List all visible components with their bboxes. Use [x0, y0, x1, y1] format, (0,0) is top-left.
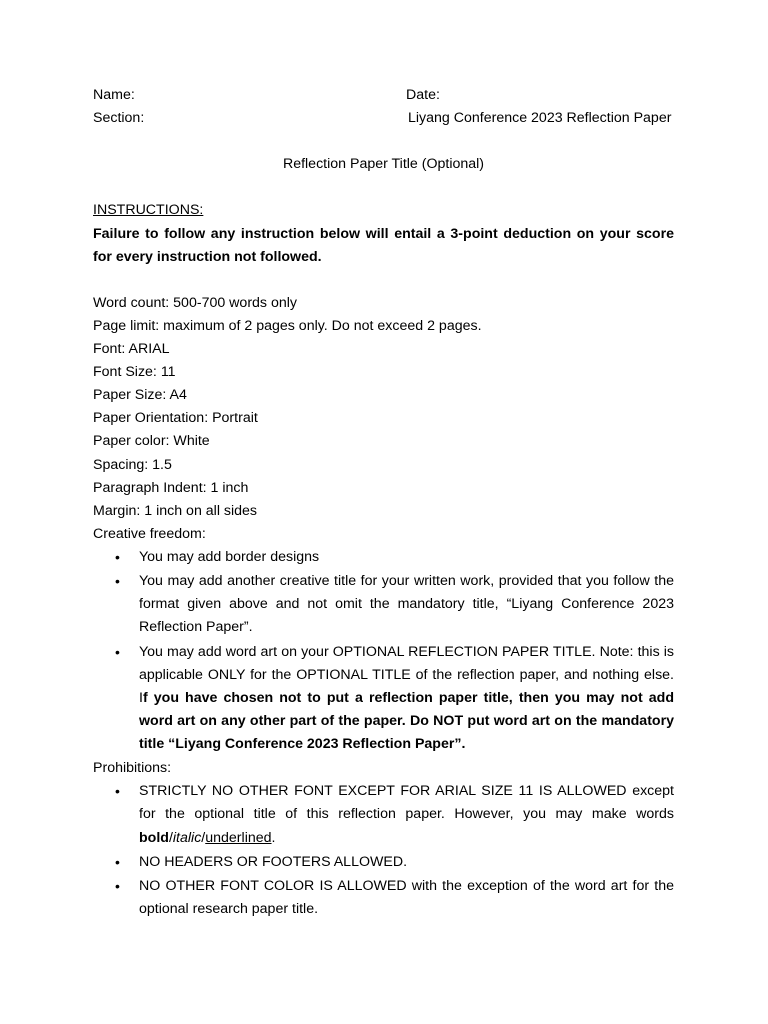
document-body [93, 84, 674, 923]
spec-paper-color: Paper color: White [93, 433, 210, 450]
creative-item-bold-text: f you have chosen not to put a reflection paper title, then you may not add word art on any other part of the paper. Do NOT put word art on the mandatory title “Liyang Conference 2023 Reflection Paper”. [139, 689, 674, 752]
list-item [93, 851, 674, 874]
spec-spacing: Spacing: 1.5 [93, 456, 172, 473]
optional-title: Reflection Paper Title (Optional) [282, 156, 485, 173]
prohibition-text: NO OTHER FONT COLOR IS ALLOWED with the exception of the word art for the optional research paper title. [139, 878, 674, 918]
bullet-icon: • [115, 853, 120, 870]
bullet-icon: • [115, 878, 120, 895]
separator: / [168, 829, 173, 846]
spec-indent: Paragraph Indent: 1 inch [93, 479, 249, 496]
name-label: Name: [93, 87, 135, 103]
spec-word-count: Word count: 500-700 words only [93, 294, 297, 311]
date-label: Date: [406, 87, 440, 103]
list-item [93, 641, 674, 756]
list-item [93, 570, 674, 639]
list-item [93, 780, 674, 849]
prohibition-text: NO HEADERS OR FOOTERS ALLOWED. [139, 853, 408, 870]
creative-item-text: You may add border designs [139, 548, 320, 565]
list-item [93, 546, 674, 569]
header-row-2 [93, 107, 674, 130]
italic-word: italic [172, 829, 202, 846]
creative-item-text: You may add another creative title for your written work, provided that you follow the format given above and not omit the mandatory title, “Liyang Conference 2023 Reflection Paper”. [139, 573, 674, 636]
section-label: Section: [93, 110, 145, 127]
bullet-icon: • [115, 643, 120, 660]
bullet-icon: • [115, 573, 120, 590]
instructions-warning: Failure to follow any instruction below will entail a 3-point deduction on your score for every instruction not followed. [93, 225, 674, 265]
instructions-heading: INSTRUCTIONS: [93, 202, 204, 219]
bold-word: bold [139, 829, 169, 846]
creative-freedom-list [93, 546, 674, 756]
spec-paper-size: Paper Size: A4 [93, 387, 187, 404]
underlined-word: underlined [205, 829, 272, 846]
spec-font-size: Font Size: 11 [93, 364, 176, 381]
prohibitions-list [93, 780, 674, 921]
prohibitions-label: Prohibitions: [93, 760, 172, 777]
spec-margin: Margin: 1 inch on all sides [93, 502, 258, 519]
list-item [93, 875, 674, 921]
bullet-icon: • [115, 548, 120, 565]
creative-freedom-label: Creative freedom: [93, 525, 206, 542]
specs-list [93, 292, 674, 523]
creative-item-text: You may add word art on your OPTIONAL REFLECTION PAPER TITLE. Note: this is applicable ONLY for the OPTIONAL TITLE of the reflection paper, and nothing else. I [139, 643, 674, 706]
bullet-icon: • [115, 783, 120, 800]
prohibition-text: STRICTLY NO OTHER FONT EXCEPT FOR ARIAL SIZE 11 IS ALLOWED except for the optional title of this reflection paper. However, you may make words [139, 783, 674, 823]
header-row-1 [93, 84, 674, 107]
period: . [271, 829, 276, 846]
separator: / [201, 829, 206, 846]
spec-page-limit: Page limit: maximum of 2 pages only. Do not exceed 2 pages. [93, 317, 482, 334]
spec-font: Font: ARIAL [93, 341, 170, 358]
paper-heading: Liyang Conference 2023 Reflection Paper [408, 110, 672, 127]
spec-orientation: Paper Orientation: Portrait [93, 410, 258, 427]
